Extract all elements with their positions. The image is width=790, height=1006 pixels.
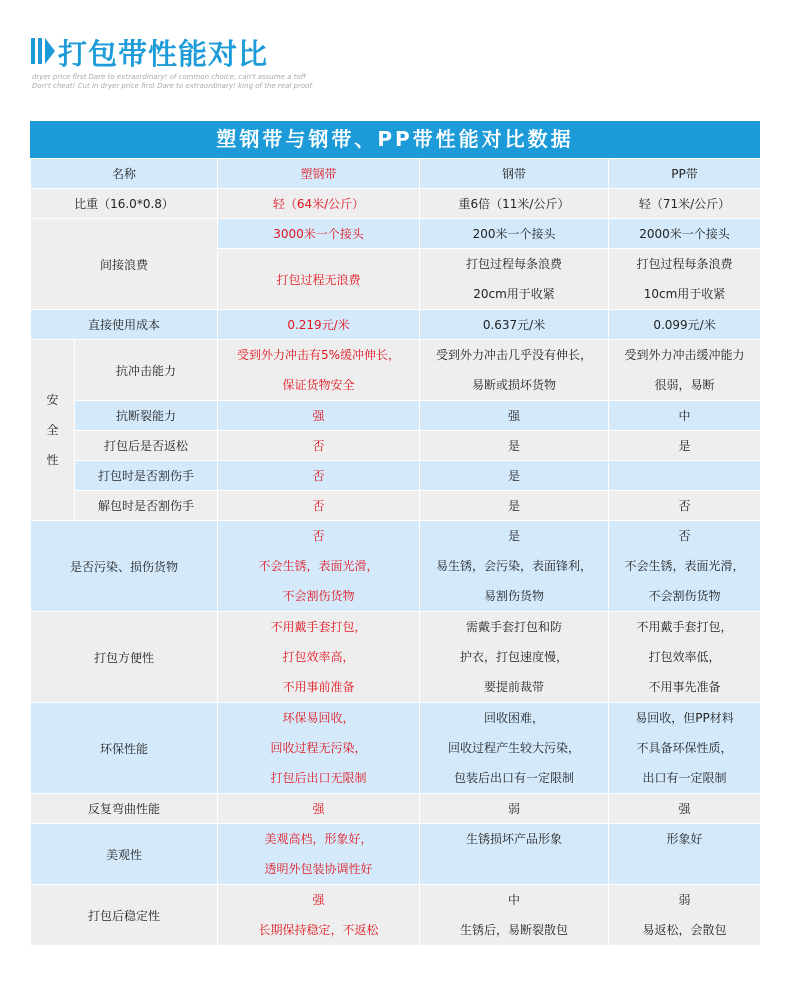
cell-pp: 中 — [609, 401, 761, 431]
table-row — [31, 340, 761, 401]
cell-plastic-steel — [218, 824, 420, 885]
comparison-table — [30, 121, 760, 946]
cell-line: 不会生锈，表面光滑， — [624, 559, 745, 573]
cell-line: 打包过程每条浪费 — [466, 257, 563, 271]
cell-line: 不具备环保性质， — [636, 741, 733, 755]
cell-steel: 是 — [420, 461, 609, 491]
table-row — [31, 703, 761, 794]
cell-steel — [420, 703, 609, 794]
cell-line: 出口有一定限制 — [642, 771, 727, 785]
row-label: 环保性能 — [31, 703, 218, 794]
cell-pp — [609, 612, 761, 703]
cell-line: 打包后出口无限制 — [270, 771, 367, 785]
cell-line: 很弱，易断 — [654, 378, 715, 392]
cell-line: 强 — [312, 893, 325, 907]
cell-steel — [420, 249, 609, 310]
cell-line: 易断或损坏货物 — [472, 378, 557, 392]
cell-line: 生锈后，易断裂散包 — [460, 923, 569, 937]
cell-steel — [420, 885, 609, 946]
cell-line: 不会割伤货物 — [282, 589, 355, 603]
cell-steel: 200米一个接头 — [420, 219, 609, 249]
cell-line: 回收过程产生较大污染， — [448, 741, 581, 755]
cell-line: 弱 — [678, 893, 691, 907]
cell-plastic-steel: 强 — [218, 401, 420, 431]
cell-pp: 强 — [609, 794, 761, 824]
cell-steel: 是 — [420, 431, 609, 461]
page-subtitle: dryer price first Dare to extraordinary! of common choice, can't assume a toff Don't cheat! Cut in dryer price first Dare to extraordinary! king of the real proof — [32, 73, 312, 90]
cell-pp: 是 — [609, 431, 761, 461]
cell-pp: 0.099元/米 — [609, 310, 761, 340]
cell-line: 不用事前准备 — [282, 680, 355, 694]
row-label: 打包方便性 — [31, 612, 218, 703]
row-label: 是否污染、损伤货物 — [31, 521, 218, 612]
table-header-row — [31, 159, 761, 189]
cell-line: 打包效率低， — [648, 650, 721, 664]
cell-pp: 2000米一个接头 — [609, 219, 761, 249]
table-row — [31, 885, 761, 946]
cell-steel: 0.637元/米 — [420, 310, 609, 340]
cell-line: 生锈损坏产品形象 — [466, 832, 563, 846]
cell-steel — [420, 521, 609, 612]
table-row — [31, 189, 761, 219]
cell-line: 受到外力冲击缓冲能力 — [624, 348, 745, 362]
table-row — [31, 401, 761, 431]
cell-line: 打包效率高， — [282, 650, 355, 664]
cell-line: 保证货物安全 — [282, 378, 355, 392]
cell-plastic-steel: 轻（64米/公斤） — [218, 189, 420, 219]
cell-line: 打包过程每条浪费 — [636, 257, 733, 271]
safety-char: 安 — [46, 393, 59, 407]
cell-pp — [609, 340, 761, 401]
cell-line: 10cm用于收紧 — [643, 287, 726, 301]
header-plastic-steel: 塑钢带 — [218, 159, 420, 189]
cell-line: 否 — [678, 529, 691, 543]
cell-plastic-steel — [218, 521, 420, 612]
cell-steel: 弱 — [420, 794, 609, 824]
cell-line: 要提前裁带 — [484, 680, 545, 694]
cell-line: 包装后出口有一定限制 — [454, 771, 575, 785]
safety-char: 性 — [46, 453, 59, 467]
cell-pp — [609, 461, 761, 491]
table-row — [31, 431, 761, 461]
table-row — [31, 310, 761, 340]
table-row — [31, 461, 761, 491]
cell-line: 回收困难， — [484, 711, 545, 725]
cell-line: 易回收，但PP材料 — [635, 711, 734, 725]
cell-line: 是 — [508, 529, 521, 543]
table-row — [31, 491, 761, 521]
cell-pp — [609, 249, 761, 310]
cell-line: 不用戴手套打包， — [270, 620, 367, 634]
header-pp: PP带 — [609, 159, 761, 189]
cell-line: 不会割伤货物 — [648, 589, 721, 603]
cell-line: 护衣，打包速度慢， — [460, 650, 569, 664]
row-label: 抗断裂能力 — [75, 401, 218, 431]
cell-plastic-steel: 强 — [218, 794, 420, 824]
cell-pp — [609, 703, 761, 794]
row-label: 打包后是否返松 — [75, 431, 218, 461]
cell-line: 易返松，会散包 — [642, 923, 727, 937]
cell-line: 否 — [312, 529, 325, 543]
safety-char: 全 — [46, 423, 59, 437]
cell-pp: 否 — [609, 491, 761, 521]
row-label: 直接使用成本 — [31, 310, 218, 340]
cell-line: 中 — [508, 893, 521, 907]
table-row — [31, 824, 761, 885]
cell-plastic-steel — [218, 340, 420, 401]
header-steel: 钢带 — [420, 159, 609, 189]
cell-line: 回收过程无污染， — [270, 741, 367, 755]
cell-plastic-steel: 否 — [218, 461, 420, 491]
cell-pp — [609, 824, 761, 885]
header-name: 名称 — [31, 159, 218, 189]
cell-line: 受到外力冲击有5%缓冲伸长， — [236, 348, 401, 362]
cell-pp — [609, 521, 761, 612]
cell-steel: 是 — [420, 491, 609, 521]
row-label: 打包后稳定性 — [31, 885, 218, 946]
cell-line: 美观高档，形象好， — [264, 832, 373, 846]
cell-plastic-steel — [218, 703, 420, 794]
cell-plastic-steel — [218, 612, 420, 703]
table-row — [31, 219, 761, 249]
cell-steel — [420, 612, 609, 703]
cell-steel: 强 — [420, 401, 609, 431]
row-label: 解包时是否割伤手 — [75, 491, 218, 521]
cell-line: 不会生锈，表面光滑， — [258, 559, 379, 573]
cell-plastic-steel: 0.219元/米 — [218, 310, 420, 340]
cell-line: 易割伤货物 — [484, 589, 545, 603]
table-row — [31, 521, 761, 612]
cell-line: 透明外包装协调性好 — [264, 862, 373, 876]
safety-label — [31, 340, 75, 521]
cell-line: 20cm用于收紧 — [473, 287, 555, 301]
row-label: 反复弯曲性能 — [31, 794, 218, 824]
cell-line: 需戴手套打包和防 — [466, 620, 563, 634]
cell-plastic-steel: 否 — [218, 491, 420, 521]
row-label: 间接浪费 — [31, 219, 218, 310]
page-title: 打包带性能对比 — [58, 37, 269, 71]
row-label: 美观性 — [31, 824, 218, 885]
page-header — [30, 26, 770, 96]
cell-plastic-steel: 否 — [218, 431, 420, 461]
cell-line: 形象好 — [666, 832, 703, 846]
row-label: 比重（16.0*0.8） — [31, 189, 218, 219]
cell-line: 易生锈，会污染，表面锋利， — [436, 559, 593, 573]
cell-line: 长期保持稳定，不返松 — [258, 923, 379, 937]
cell-line: 受到外力冲击几乎没有伸长， — [436, 348, 593, 362]
cell-plastic-steel — [218, 885, 420, 946]
cell-steel: 重6倍（11米/公斤） — [420, 189, 609, 219]
row-label: 抗冲击能力 — [75, 340, 218, 401]
title-chevron-icon — [30, 36, 56, 66]
cell-plastic-steel: 3000米一个接头 — [218, 219, 420, 249]
table-title: 塑钢带与钢带、PP带性能对比数据 — [30, 121, 760, 158]
cell-pp: 轻（71米/公斤） — [609, 189, 761, 219]
cell-line: 环保易回收， — [282, 711, 355, 725]
table-row — [31, 612, 761, 703]
cell-plastic-steel: 打包过程无浪费 — [218, 249, 420, 310]
row-label: 打包时是否割伤手 — [75, 461, 218, 491]
cell-pp — [609, 885, 761, 946]
cell-line: 不用戴手套打包， — [636, 620, 733, 634]
table-row — [31, 794, 761, 824]
cell-steel — [420, 824, 609, 885]
cell-steel — [420, 340, 609, 401]
cell-line: 不用事先准备 — [648, 680, 721, 694]
